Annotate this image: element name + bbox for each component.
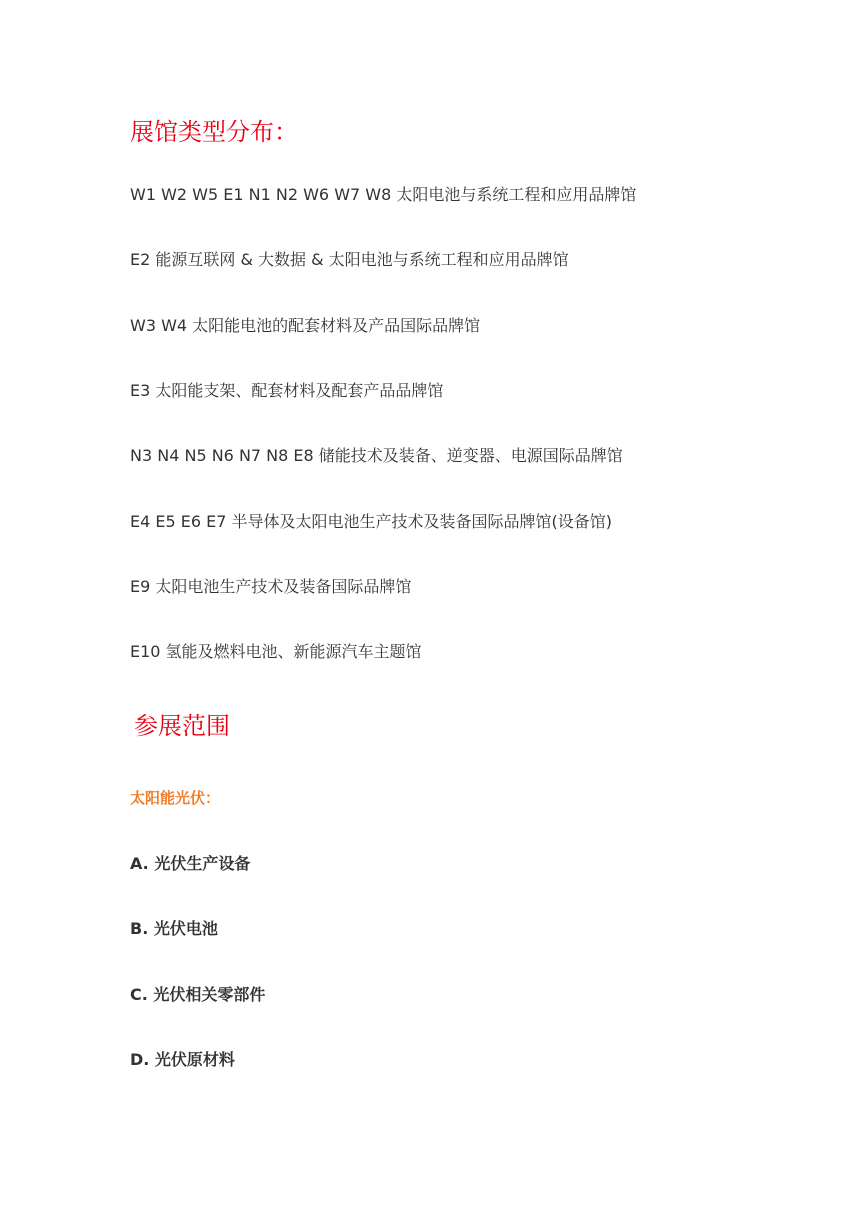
scope-item-d: D. 光伏原材料 (130, 1050, 235, 1069)
hall-distribution-title: 展馆类型分布： (130, 118, 298, 146)
exhibition-scope-title: 参展范围 (134, 712, 230, 740)
hall-item-1: W1 W2 W5 E1 N1 N2 W6 W7 W8 太阳电池与系统工程和应用品牌馆 (130, 185, 637, 204)
scope-item-c: C. 光伏相关零部件 (130, 985, 266, 1004)
hall-item-6: E4 E5 E6 E7 半导体及太阳电池生产技术及装备国际品牌馆(设备馆) (130, 512, 612, 531)
scope-item-a: A. 光伏生产设备 (130, 854, 251, 873)
hall-item-3: W3 W4 太阳能电池的配套材料及产品国际品牌馆 (130, 316, 481, 335)
hall-item-7: E9 太阳电池生产技术及装备国际品牌馆 (130, 577, 412, 596)
hall-item-5: N3 N4 N5 N6 N7 N8 E8 储能技术及装备、逆变器、电源国际品牌馆 (130, 446, 623, 465)
solar-pv-category: 太阳能光伏： (130, 789, 221, 807)
hall-item-4: E3 太阳能支架、配套材料及配套产品品牌馆 (130, 381, 444, 400)
hall-item-2: E2 能源互联网 & 大数据 & 太阳电池与系统工程和应用品牌馆 (130, 250, 569, 269)
scope-item-b: B. 光伏电池 (130, 919, 218, 938)
hall-item-8: E10 氢能及燃料电池、新能源汽车主题馆 (130, 642, 422, 661)
